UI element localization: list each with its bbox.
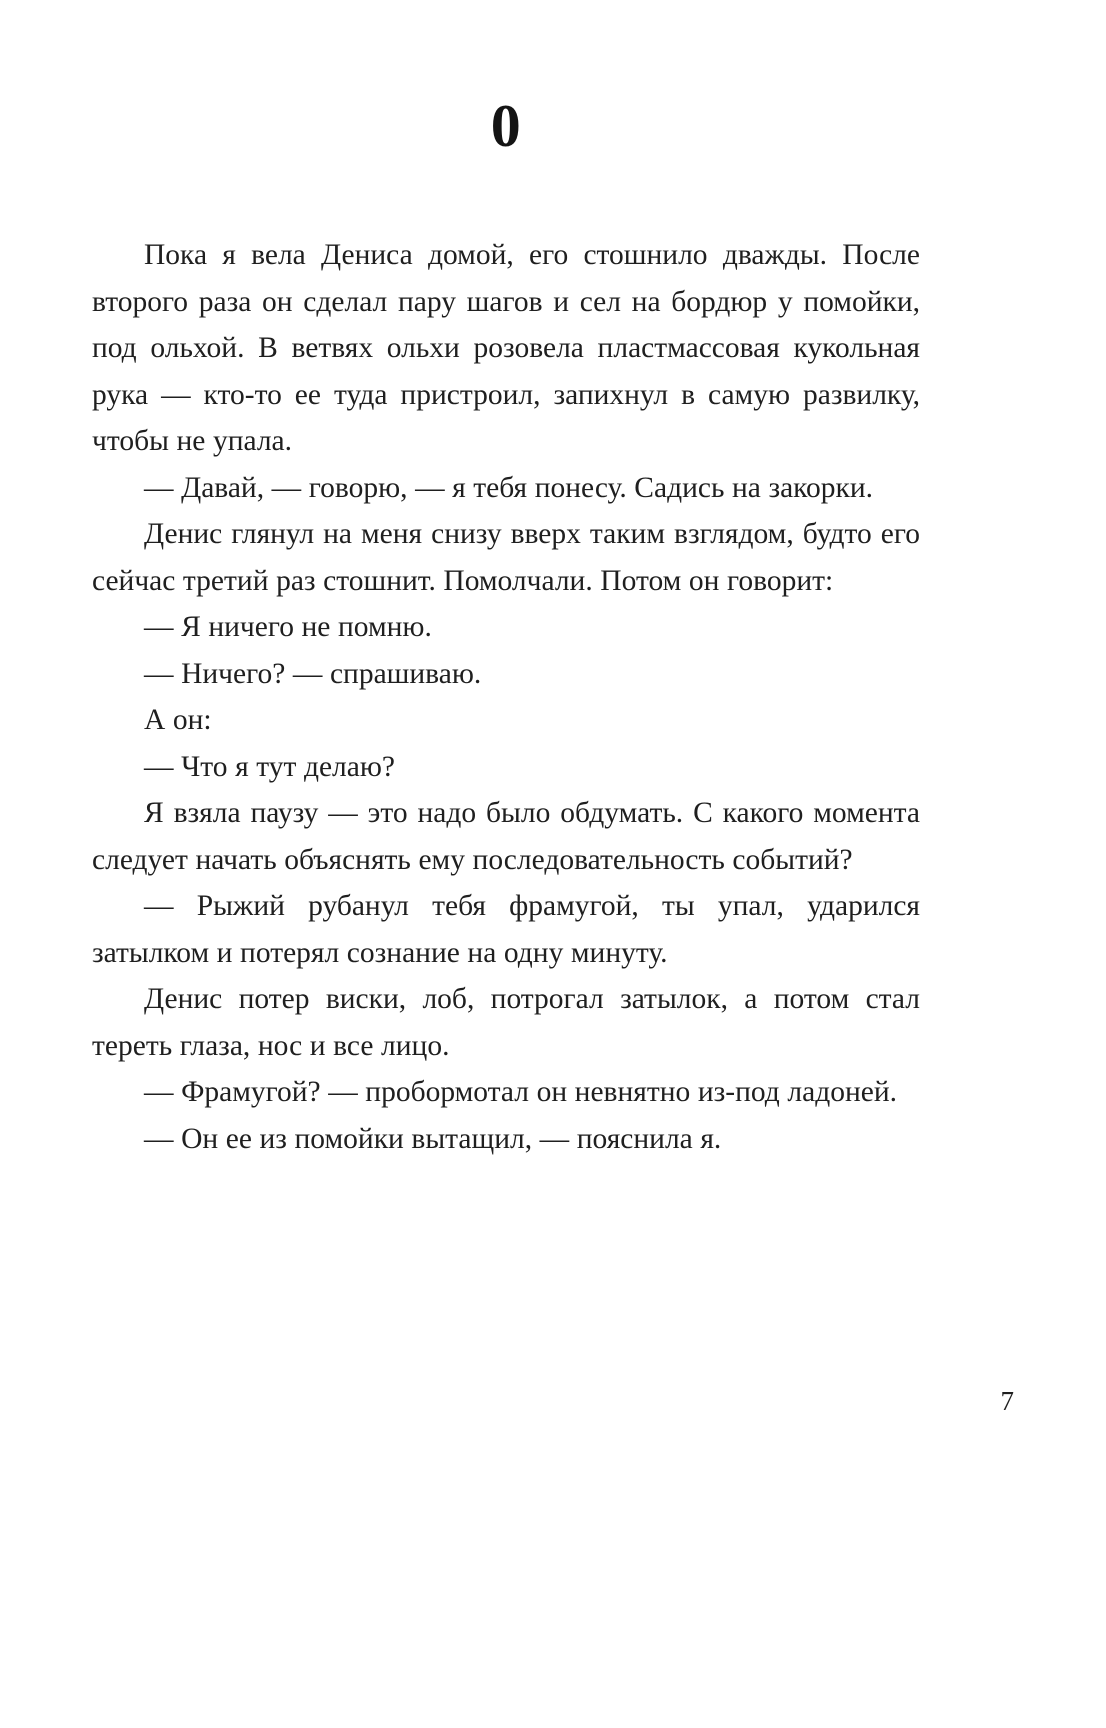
paragraph-12: — Он ее из помойки вытащил, — пояснила я. bbox=[144, 1122, 722, 1155]
paragraph-5: — Ничего? — спрашиваю. bbox=[144, 657, 482, 690]
paragraph-11: — Фрамугой? — пробормотал он невнятно из-под ладоней. bbox=[144, 1076, 898, 1108]
paragraph-1: Пока я вела Дениса домой, его стошнило дважды. После второго раза он сделал пару шагов и сел на бордюр у помойки, под ольхой. В ветвях ольхи розовела пластмассовая кукольная рука — кто-то ее туда пристроил, запихнул в самую развилку, чтобы не упала. bbox=[92, 239, 920, 457]
paragraph-3: Денис глянул на меня снизу вверх таким взглядом, будто его сейчас третий раз стошнит. Помолчали. Потом он говорит: bbox=[92, 518, 920, 597]
paragraph-8: Я взяла паузу — это надо было обдумать. С какого момента следует начать объяснять ему последовательность событий? bbox=[92, 797, 920, 876]
paragraph-2: — Давай, — говорю, — я тебя понесу. Садись на закорки. bbox=[144, 471, 874, 504]
paragraph-7: — Что я тут делаю? bbox=[144, 750, 395, 783]
paragraph-4: — Я ничего не помню. bbox=[144, 611, 432, 643]
paragraph-9: — Рыжий рубанул тебя фрамугой, ты упал, ударился затылком и потерял сознание на одну минуту. bbox=[92, 890, 920, 969]
paragraph-6: А он: bbox=[144, 704, 212, 736]
page-text-column bbox=[92, 93, 920, 1162]
page-number: 7 bbox=[1000, 1386, 1014, 1416]
paragraph-10: Денис потер виски, лоб, потрогал затылок, а потом стал тереть глаза, нос и все лицо. bbox=[92, 983, 920, 1062]
chapter-number-heading: 0 bbox=[490, 93, 522, 159]
